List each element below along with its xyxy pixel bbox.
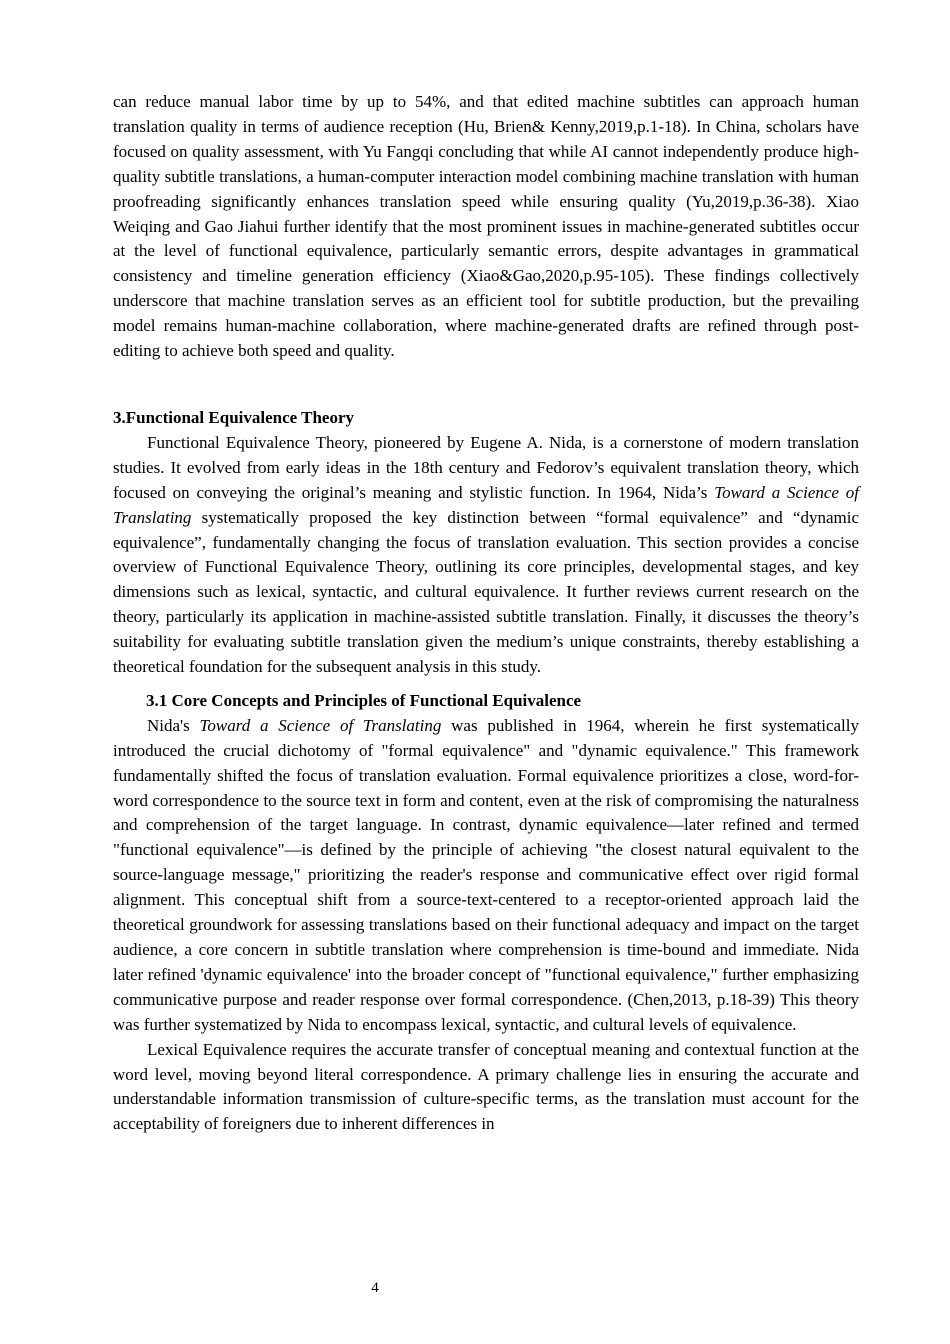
text-span: Functional Equivalence Theory, pioneered by Eugene A. Nida, is a cornerstone of modern translation studies. It evolved from early ideas in the 18th century and Fedorov’s equivalent translation theory, which focused on conveying the original’s meaning and stylistic function. In 1964, Nida’s	[113, 432, 859, 502]
section-3-1-paragraph-1	[113, 714, 859, 1038]
book-title: Toward a Science of Translating	[199, 715, 442, 735]
section-gap	[113, 364, 859, 406]
section-3-paragraph	[113, 431, 859, 680]
intro-paragraph: can reduce manual labor time by up to 54%, and that edited machine subtitles can approach human translation quality in terms of audience reception (Hu, Brien& Kenny,2019,p.1-18). In China, scholars have focused on quality assessment, with Yu Fangqi concluding that while AI cannot independently produce high-quality subtitle translations, a human-computer interaction model combining machine translation with human proofreading significantly enhances translation speed while ensuring quality (Yu,2019,p.36-38). Xiao Weiqing and Gao Jiahui further identify that the most prominent issues in machine-generated subtitles occur at the level of functional equivalence, particularly semantic errors, despite advantages in grammatical consistency and timeline generation efficiency (Xiao&Gao,2020,p.95-105). These findings collectively underscore that machine translation serves as an efficient tool for subtitle production, but the prevailing model remains human-machine collaboration, where machine-generated drafts are refined through post-editing to achieve both speed and quality.	[113, 92, 859, 361]
section-3-1-paragraph-2: Lexical Equivalence requires the accurate transfer of conceptual meaning and contextual function at the word level, moving beyond literal correspondence. A primary challenge lies in ensuring the accurate and understandable information transmission of culture-specific terms, as the translation must account for the acceptability of foreigners due to inherent differences in	[113, 1039, 859, 1134]
page-number: 4	[371, 1280, 379, 1296]
text-span: systematically proposed the key distinction between “formal equivalence” and “dynamic equivalence”, fundamentally changing the focus of translation evaluation. This section provides a concise overview of Functional Equivalence Theory, outlining its core principles, developmental stages, and key dimensions such as lexical, syntactic, and cultural equivalence. It further reviews current research on the theory, particularly its application in machine-assisted subtitle translation. Finally, it discusses the theory’s suitability for evaluating subtitle translation given the medium’s unique constraints, thereby establishing a theoretical foundation for the subsequent analysis in this study.	[113, 507, 859, 677]
text-span: was published in 1964, wherein he first systematically introduced the crucial dichotomy of "formal equivalence" and "dynamic equivalence." This framework fundamentally shifted the focus of translation evaluation. Formal equivalence prioritizes a close, word-for-word correspondence to the source text in form and content, even at the risk of compromising the naturalness and comprehension of the target language. In contrast, dynamic equivalence—later refined and termed "functional equivalence"—is defined by the principle of achieving "the closest natural equivalent to the source-language message," prioritizing the reader's response and communicative effect over rigid formal alignment. This conceptual shift from a source-text-centered to a receptor-oriented approach laid the theoretical groundwork for assessing translations based on their functional adequacy and impact on the target audience, a core concern in subtitle translation where comprehension is time-bound and immediate. Nida later refined 'dynamic equivalence' into the broader concept of "functional equivalence," further emphasizing communicative purpose and reader response over formal correspondence. (Chen,2013, p.18-39) This theory was further systematized by Nida to encompass lexical, syntactic, and cultural levels of equivalence.	[113, 715, 859, 1034]
section-3-heading: 3.Functional Equivalence Theory	[113, 407, 355, 427]
document-body	[113, 90, 859, 1137]
section-gap	[113, 680, 859, 689]
section-3-1-heading: 3.1 Core Concepts and Principles of Functional Equivalence	[146, 690, 582, 710]
text-span: Nida's	[147, 715, 200, 735]
book-title: Toward a Science of Translating	[113, 482, 859, 527]
